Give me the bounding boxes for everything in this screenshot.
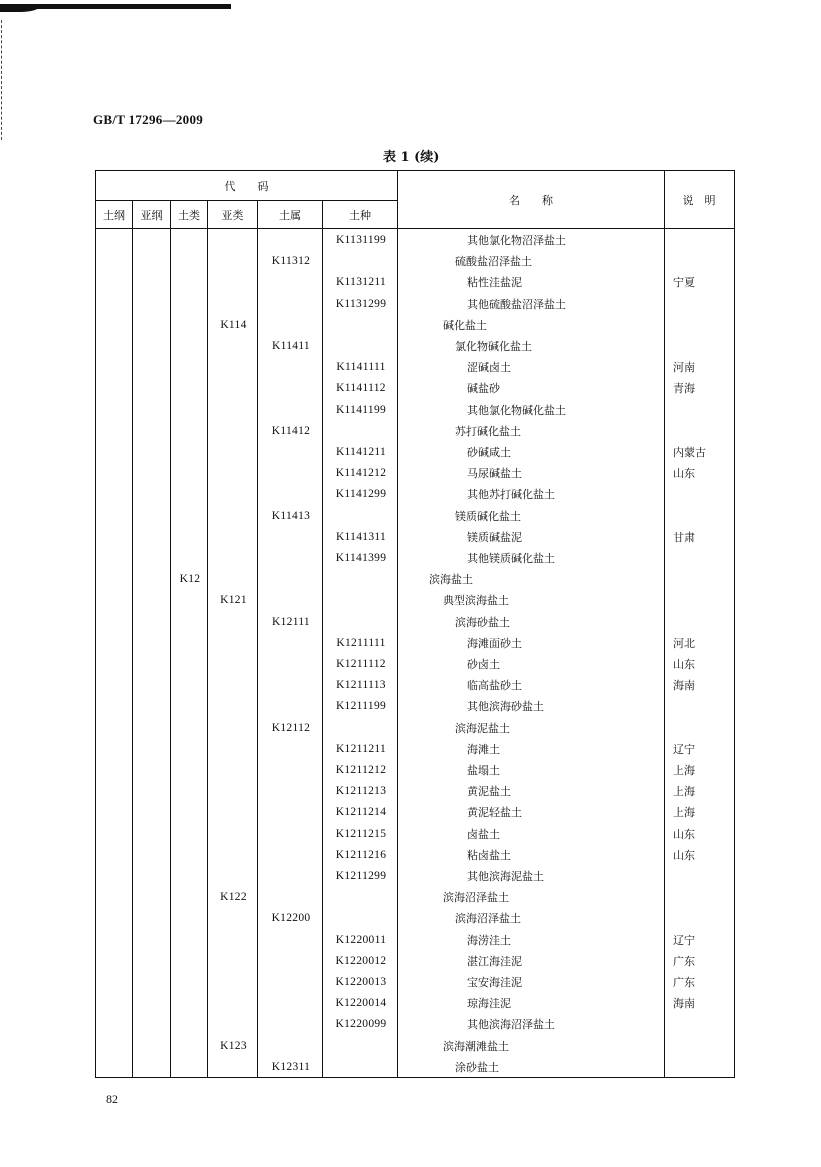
row-name: 滨海潮滩盐土	[443, 1039, 509, 1053]
row-name: 其他镁质碱化盐土	[467, 552, 555, 565]
scan-left-edge	[1, 20, 2, 140]
row-name: 盐塌土	[467, 764, 500, 777]
row-code-tuzhong: K1141212	[335, 467, 387, 480]
row-note: 山东	[673, 467, 695, 481]
row-code-tuzhong: K1220099	[335, 1018, 387, 1031]
header-tushu: 土属	[279, 208, 301, 222]
row-code-tuzhong: K1211299	[335, 870, 387, 882]
row-code-tuzhong: K1211213	[335, 785, 387, 798]
row-name: 涩碱卤土	[467, 361, 511, 375]
row-code-tuzhong: K1211113	[336, 679, 386, 692]
row-code-tushu: K12311	[271, 1060, 311, 1073]
row-code-tuzhong: K1131211	[335, 276, 387, 289]
scan-edge-mark	[0, 4, 40, 12]
row-name: 海滩土	[467, 742, 500, 756]
col-divider	[664, 171, 665, 1077]
row-name: 滨海砂盐土	[455, 615, 510, 629]
header-tuzhong: 土种	[349, 208, 371, 222]
col-divider	[170, 201, 171, 1077]
row-code-yalei: K122	[220, 891, 247, 904]
row-code-tuzhong: K1220014	[335, 997, 387, 1010]
row-code-tuzhong: K1211214	[335, 806, 387, 819]
row-note: 海南	[673, 679, 695, 693]
standard-id: GB/T 17296—2009	[93, 112, 204, 127]
col-divider	[257, 201, 258, 1077]
row-name: 宝安海洼泥	[467, 976, 522, 989]
row-name: 黄泥轻盐土	[467, 806, 522, 820]
row-note: 山东	[673, 827, 695, 841]
row-name: 苏打碱化盐土	[455, 424, 521, 438]
row-name: 滨海沼泽盐土	[455, 912, 521, 926]
col-divider	[207, 201, 208, 1077]
row-name: 黄泥盐土	[467, 785, 511, 799]
row-note: 上海	[673, 764, 695, 777]
row-note: 河北	[673, 636, 695, 650]
row-code-tushu: K12111	[271, 615, 310, 628]
header-tulei: 土类	[178, 208, 200, 222]
row-name: 其他苏打碱化盐土	[467, 488, 555, 502]
col-divider	[397, 171, 398, 1077]
row-name: 滨海盐土	[429, 573, 473, 587]
row-note: 宁夏	[673, 276, 695, 290]
row-code-tulei: K12	[179, 573, 201, 586]
row-code-tushu: K12200	[271, 912, 311, 925]
row-note: 海南	[673, 997, 695, 1011]
row-name: 粘性洼盐泥	[467, 276, 522, 290]
row-code-tuzhong: K1141211	[335, 446, 387, 458]
row-code-tuzhong: K1141112	[336, 382, 386, 395]
row-code-tuzhong: K1220012	[335, 954, 387, 967]
row-name: 镁质碱盐泥	[467, 530, 522, 544]
row-code-tuzhong: K1220013	[335, 976, 387, 988]
row-name: 临高盐砂土	[467, 679, 522, 693]
row-name: 涂砂盐土	[455, 1060, 499, 1074]
row-name: 镁质碱化盐土	[455, 509, 521, 523]
row-note: 青海	[673, 382, 695, 396]
row-name: 琼海洼泥	[467, 997, 511, 1011]
row-name: 砂卤土	[467, 658, 500, 671]
row-code-tuzhong: K1211215	[335, 827, 387, 840]
row-name: 氯化物碱化盐土	[455, 340, 532, 353]
table-caption: 表 1 (续)	[383, 150, 440, 165]
row-code-tuzhong: K1131299	[335, 297, 387, 310]
row-note: 上海	[673, 806, 695, 820]
row-code-tuzhong: K1131199	[335, 234, 387, 246]
row-note: 甘肃	[673, 530, 695, 544]
header-note: 说 明	[682, 193, 716, 207]
page-number: 82	[106, 1092, 118, 1106]
row-name: 硫酸盐沼泽盐土	[455, 255, 532, 269]
row-name: 滨海泥盐土	[455, 721, 510, 735]
row-code-tuzhong: K1141111	[336, 361, 386, 374]
header-yalei: 亚类	[221, 208, 244, 222]
row-code-tushu: K11411	[271, 340, 310, 352]
row-name: 粘卤盐土	[467, 848, 511, 862]
header-bottom-rule	[96, 228, 734, 229]
row-name: 马尿碱盐土	[467, 467, 522, 481]
row-code-yalei: K114	[220, 318, 247, 331]
row-code-tuzhong: K1141299	[335, 488, 387, 501]
row-note: 山东	[673, 848, 695, 862]
row-code-tuzhong: K1211199	[335, 700, 387, 713]
row-code-tuzhong: K1211111	[336, 636, 386, 649]
row-code-tushu: K12112	[271, 721, 311, 734]
row-name: 碱盐砂	[467, 382, 500, 396]
row-note: 广东	[673, 976, 695, 989]
row-code-tushu: K11412	[271, 424, 311, 437]
soil-classification-table	[95, 170, 735, 1078]
row-note: 辽宁	[673, 933, 695, 947]
row-code-tuzhong: K1211211	[335, 742, 387, 755]
row-code-tuzhong: K1211112	[336, 658, 386, 670]
row-name: 其他滨海沼泽盐土	[467, 1018, 555, 1032]
row-note: 辽宁	[673, 742, 695, 756]
row-name: 其他滨海砂盐土	[467, 700, 544, 714]
row-code-tuzhong: K1141199	[335, 403, 387, 416]
row-note: 广东	[673, 954, 695, 968]
row-code-tuzhong: K1141399	[335, 552, 387, 564]
row-name: 湛江海洼泥	[467, 954, 522, 968]
col-divider	[132, 201, 133, 1077]
row-name: 其他硫酸盐沼泽盐土	[467, 297, 566, 311]
row-note: 河南	[673, 361, 695, 375]
row-name: 典型滨海盐土	[443, 594, 509, 608]
row-name: 海涝洼土	[467, 933, 511, 947]
row-name: 砂碱咸土	[467, 446, 511, 459]
row-name: 其他氯化物沼泽盐土	[467, 234, 566, 247]
row-code-tushu: K11312	[271, 255, 311, 268]
header-tugang: 土纲	[103, 208, 125, 222]
row-code-tuzhong: K1141311	[335, 530, 387, 543]
row-code-tuzhong: K1211216	[335, 848, 387, 861]
row-name: 其他滨海泥盐土	[467, 870, 544, 883]
row-name: 滨海沼泽盐土	[443, 891, 509, 905]
header-code-group: 代 码	[224, 179, 269, 193]
row-code-tushu: K11413	[271, 509, 311, 522]
row-code-yalei: K121	[220, 594, 247, 607]
header-yagang: 亚纲	[140, 208, 163, 222]
header-name: 名 称	[509, 193, 553, 207]
row-name: 海滩面砂土	[467, 636, 522, 650]
row-code-tuzhong: K1211212	[335, 764, 387, 776]
row-note: 上海	[673, 785, 695, 799]
row-code-yalei: K123	[220, 1039, 247, 1052]
col-divider	[322, 201, 323, 1077]
row-note: 山东	[673, 658, 695, 671]
row-code-tuzhong: K1220011	[335, 933, 387, 946]
row-note: 内蒙古	[673, 446, 706, 459]
row-name: 卤盐土	[467, 827, 500, 841]
row-name: 碱化盐土	[443, 318, 487, 332]
row-name: 其他氯化物碱化盐土	[467, 403, 566, 417]
